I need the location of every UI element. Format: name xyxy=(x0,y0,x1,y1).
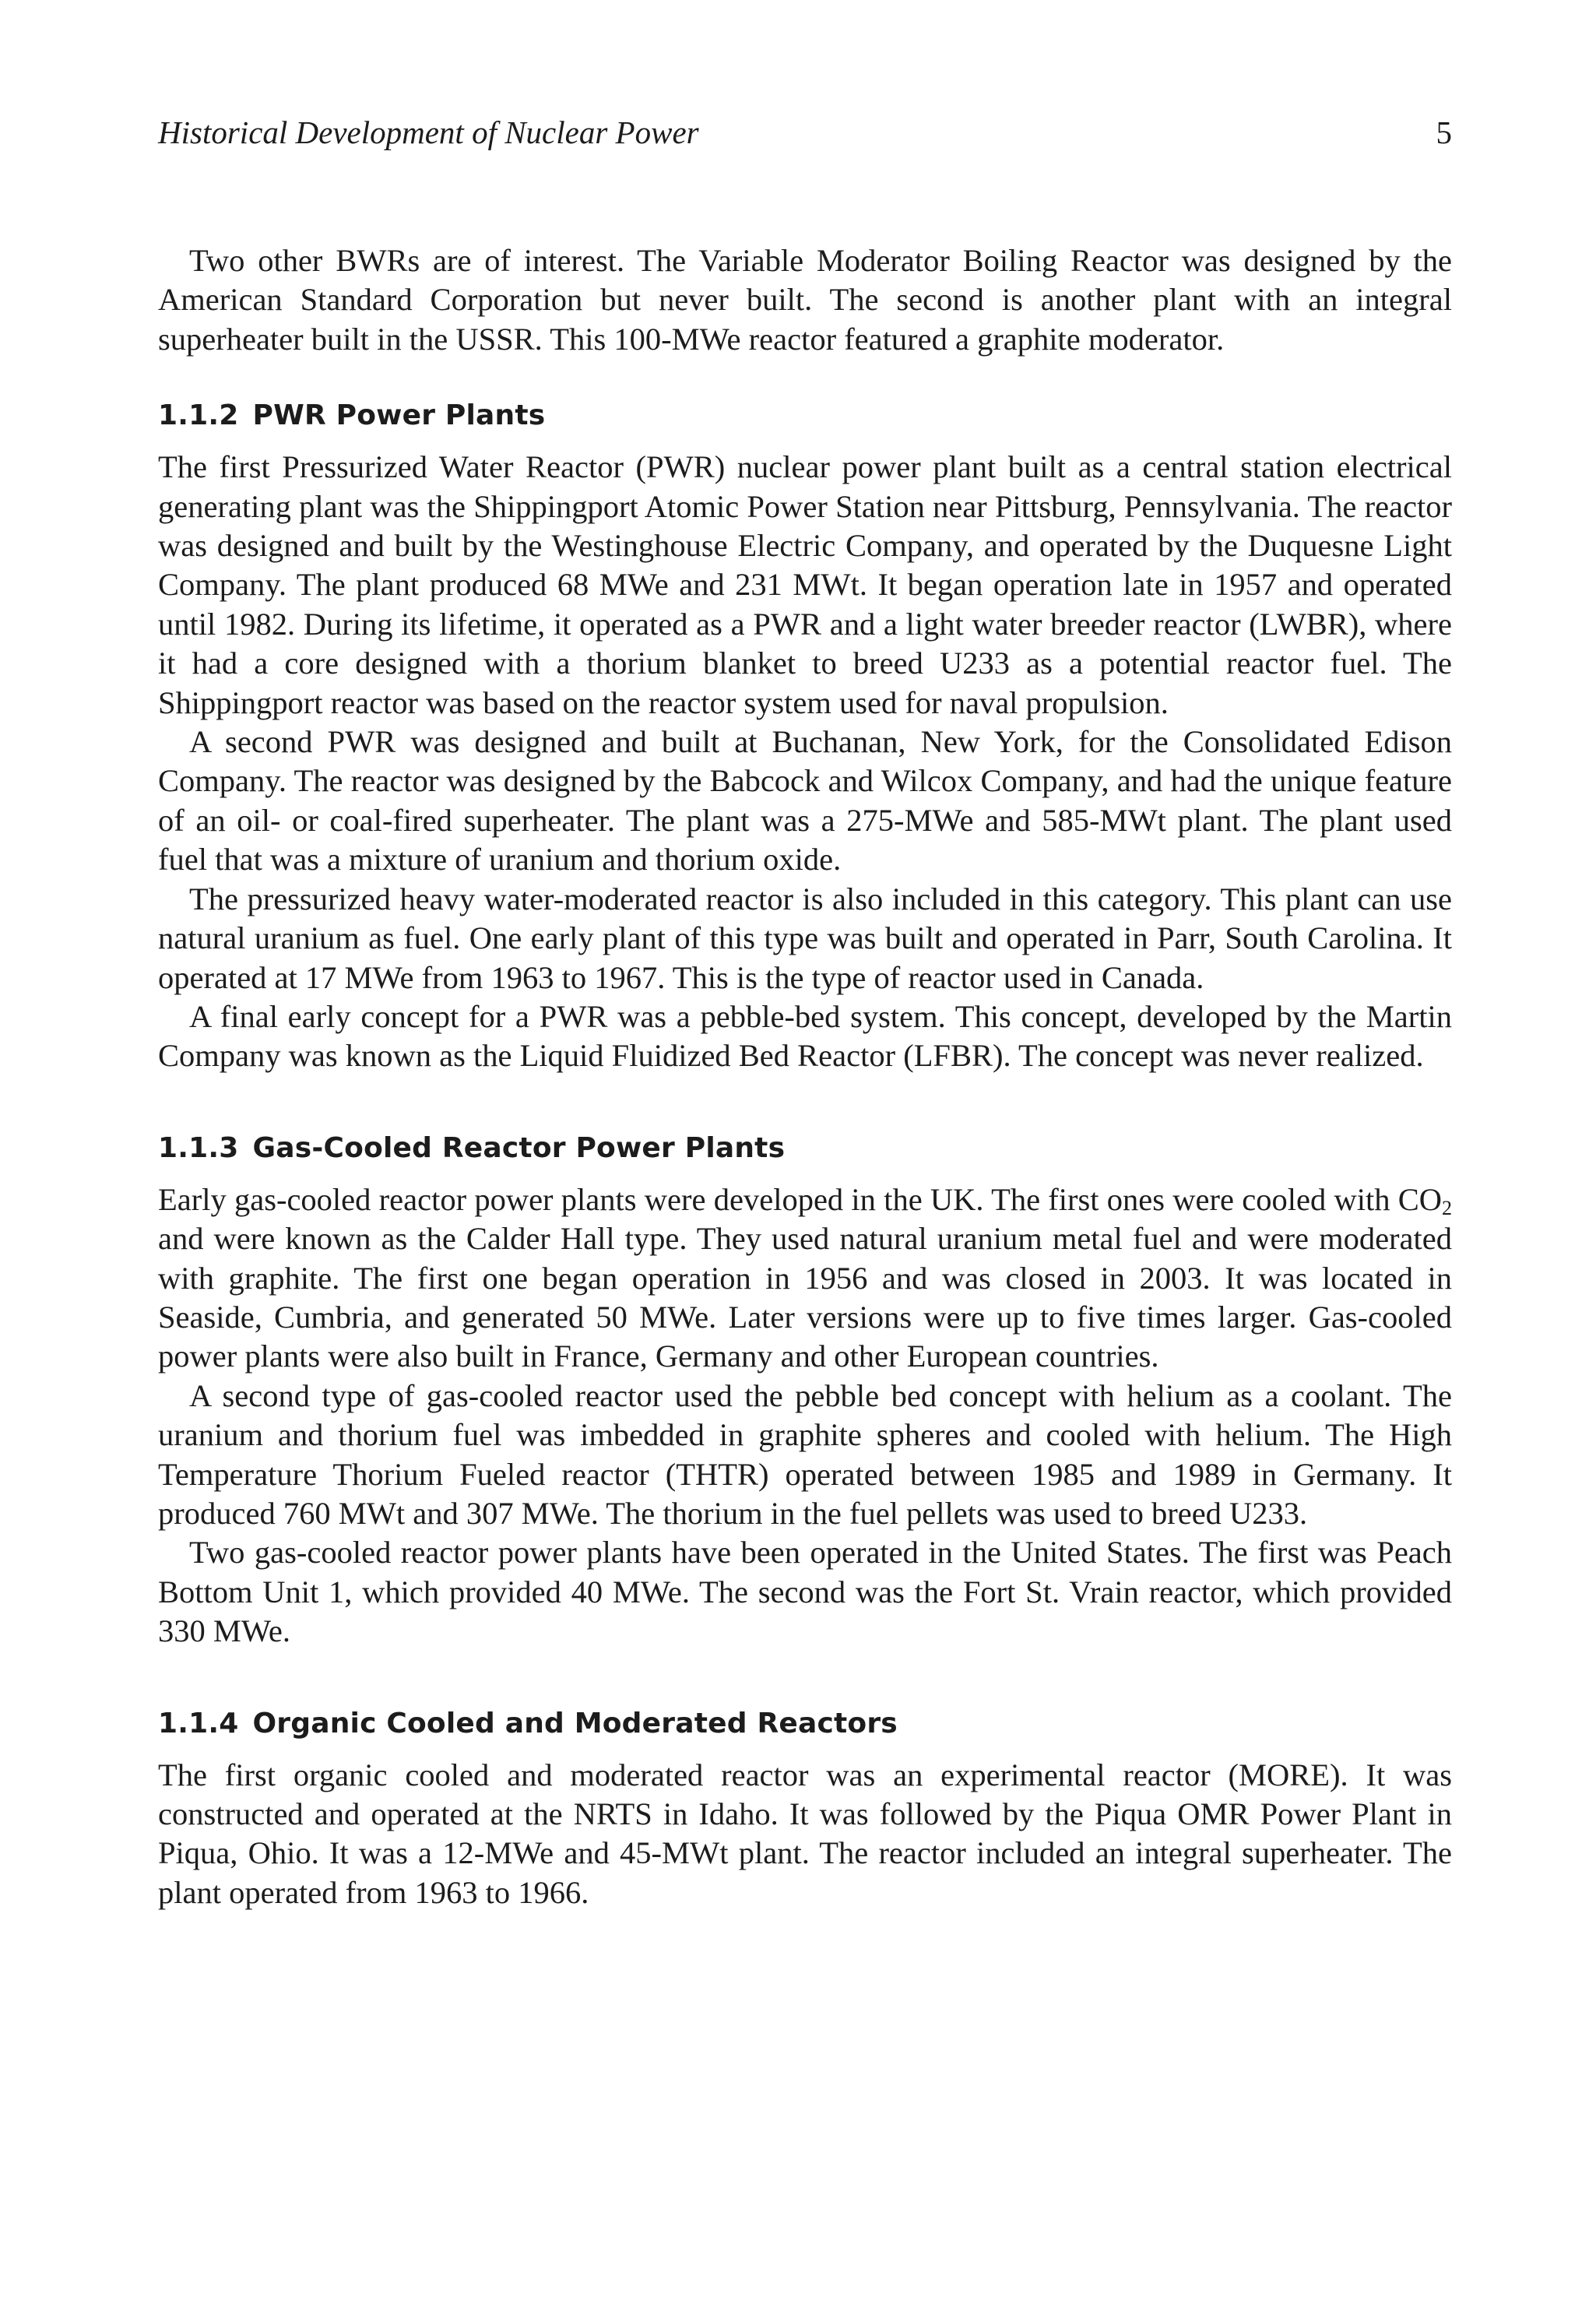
paragraph: A second PWR was designed and built at Buchanan, New York, for the Consolidated Edison Company. The reactor was designed by the Babcock and Wilcox Company, and had the unique feature of an oil- or coal-fired superheater. The plant was a 275-MWe and 585-MWt plant. The plant used fuel that was a mixture of uranium and thorium oxide. xyxy=(158,724,1452,878)
formula-base: CO xyxy=(1397,1181,1442,1217)
paragraph: The first organic cooled and moderated reactor was an experimental reactor (MORE). It was constructed and operated at the NRTS in Idaho. It was followed by the Piqua OMR Power Plant in Piqua, Ohio. It was a 12-MWe and 45-MWt plant. The reactor included an integral superheater. The plant operated from 1963 to 1966. xyxy=(158,1757,1452,1910)
paragraph xyxy=(158,1180,1452,1377)
chemical-formula-co2 xyxy=(1398,1182,1452,1217)
section-title: PWR Power Plants xyxy=(252,399,546,432)
text-run: and were known as the Calder Hall type. They used natural uranium metal fuel and were moderated with graphite. The first one began operation in 1956 and was closed in 2003. It was located in Seaside, Cumbria, and generated 50 MWe. Later versions were up to five times larger. Gas-cooled power plants were also built in France, Germany and other European countries. xyxy=(158,1221,1452,1374)
paragraph: The first Pressurized Water Reactor (PWR) nuclear power plant built as a central station electrical generating plant was the Shippingport Atomic Power Station near Pittsburg, Pennsylvania. The reactor was designed and built by the Westinghouse Electric Company, and operated by the Duquesne Light Company. The plant produced 68 MWe and 231 MWt. It began operation late in 1957 and operated until 1982. During its lifetime, it operated as a PWR and a light water breeder reactor (LWBR), where it had a core designed with a thorium blanket to breed U233 as a potential reactor fuel. The Shippingport reactor was based on the reactor system used for naval propulsion. xyxy=(158,449,1452,720)
intro-paragraph: Two other BWRs are of interest. The Variable Moderator Boiling Reactor was designed by the American Standard Corporation but never built. The second is another plant with an integral superheater built in the USSR. This 100-MWe reactor featured a graphite moderator. xyxy=(158,243,1452,357)
paragraph: The pressurized heavy water-moderated reactor is also included in this category. This plant can use natural uranium as fuel. One early plant of this type was built and operated in Parr, South Carolina. It operated at 17 MWe from 1963 to 1967. This is the type of reactor used in Canada. xyxy=(158,881,1452,995)
running-header xyxy=(158,109,1452,156)
section-number: 1.1.2 xyxy=(158,399,239,432)
section-heading-gas-cooled xyxy=(158,1129,1452,1168)
paragraph: A final early concept for a PWR was a pebble-bed system. This concept, developed by the Martin Company was known as the Liquid Fluidized Bed Reactor (LFBR). The concept was never realized. xyxy=(158,998,1452,1074)
paragraph: Two gas-cooled reactor power plants have been operated in the United States. The first was Peach Bottom Unit 1, which provided 40 MWe. The second was the Fort St. Vrain reactor, which provided 330 MWe. xyxy=(158,1535,1452,1649)
section-title: Organic Cooled and Moderated Reactors xyxy=(252,1707,898,1739)
page-number: 5 xyxy=(1436,114,1452,150)
section-heading-organic xyxy=(158,1704,1452,1743)
running-title: Historical Development of Nuclear Power xyxy=(158,114,699,150)
section-heading-pwr xyxy=(158,396,1452,435)
section-number: 1.1.3 xyxy=(158,1131,239,1164)
text-run: Early gas-cooled reactor power plants were developed in the UK. The first ones were cooled with xyxy=(158,1181,1398,1217)
formula-subscript: 2 xyxy=(1442,1196,1452,1219)
section-number: 1.1.4 xyxy=(158,1707,239,1739)
paragraph: A second type of gas-cooled reactor used the pebble bed concept with helium as a coolant. The uranium and thorium fuel was imbedded in graphite spheres and cooled with helium. The High Temperature Thorium Fueled reactor (THTR) operated between 1985 and 1989 in Germany. It produced 760 MWt and 307 MWe. The thorium in the fuel pellets was used to breed U233. xyxy=(158,1377,1452,1531)
body-text xyxy=(158,241,1452,1912)
section-title: Gas-Cooled Reactor Power Plants xyxy=(252,1131,786,1164)
